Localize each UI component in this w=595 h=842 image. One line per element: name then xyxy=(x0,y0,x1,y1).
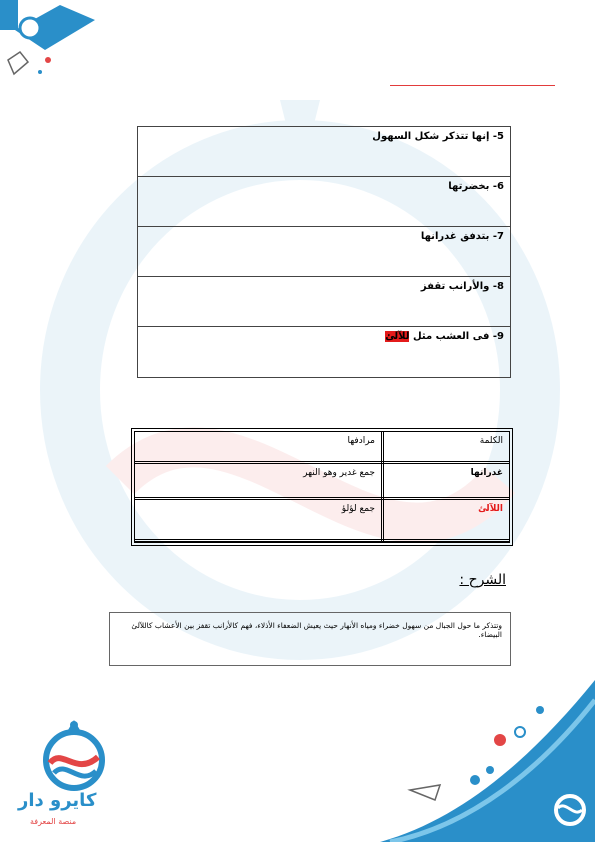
lines-table xyxy=(137,126,511,378)
line-text: فى العشب مثل xyxy=(412,331,490,342)
table-row xyxy=(135,500,509,542)
line-number: 9- xyxy=(492,331,504,342)
brand-tagline: منصة المعرفة xyxy=(30,817,77,826)
explanation-text: وتتذكر ما حول الجبال من سهول خضراء ومياه الأنهار حيث يعيش الضعفاء الأذلاء، فهم كالأرانب تقفز بين الأعشاب كاللآلئ البيضاء. xyxy=(131,621,502,639)
header-word: الكلمة xyxy=(479,436,503,446)
corner-decoration xyxy=(0,0,110,85)
brand-name: كايرو دار xyxy=(18,790,97,811)
explanation-heading: الشرح : xyxy=(459,572,506,588)
line-row xyxy=(138,327,510,377)
vocab-word: اللآلئ xyxy=(478,504,503,514)
line-text: إنها تتذكر شكل السهول xyxy=(372,131,490,142)
vocab-synonym: جمع لؤلؤ xyxy=(341,504,375,514)
line-text: بخضرتها xyxy=(448,181,490,192)
line-row xyxy=(138,127,510,177)
line-number: 8- xyxy=(492,281,504,292)
vocab-word: غدرانها xyxy=(470,468,503,478)
top-divider xyxy=(390,85,555,86)
corner-wave-decoration xyxy=(380,640,595,842)
table-header-row xyxy=(135,432,509,464)
line-text: والأرانب تقفز xyxy=(420,281,490,292)
line-row xyxy=(138,277,510,327)
line-text: بتدفق غدرانها xyxy=(420,231,490,242)
table-row xyxy=(135,464,509,500)
header-synonym: مرادفها xyxy=(347,436,375,446)
line-number: 6- xyxy=(492,181,504,192)
line-number: 5- xyxy=(492,131,504,142)
vocab-synonym: جمع غدير وهو النهر xyxy=(303,468,375,478)
line-row xyxy=(138,177,510,227)
highlighted-word: للآلئ xyxy=(385,331,410,342)
column-divider xyxy=(381,432,384,542)
line-number: 7- xyxy=(492,231,504,242)
line-row xyxy=(138,227,510,277)
vocabulary-table xyxy=(131,428,513,546)
